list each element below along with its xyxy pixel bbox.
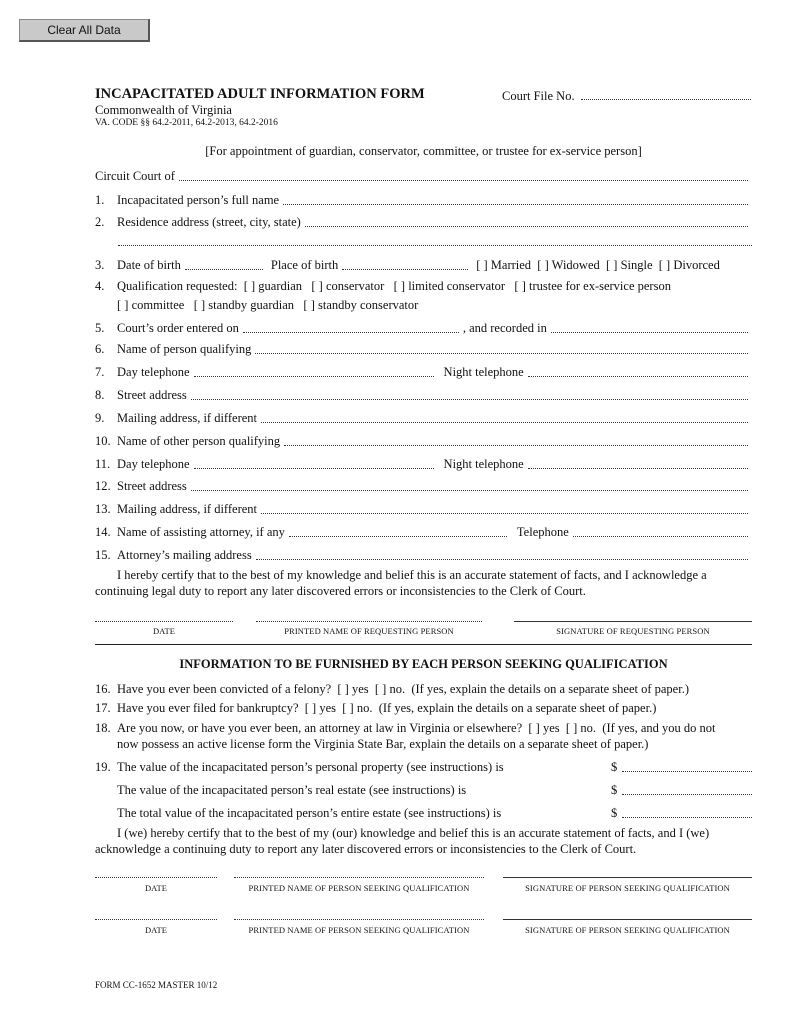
item-number: 17. <box>95 701 111 715</box>
item-number: 19. <box>95 760 111 774</box>
felony-question[interactable]: Have you ever been convicted of a felony? [ ] yes [ ] no. (If yes, explain the details on a separate sheet of paper.) <box>117 682 689 696</box>
item-number: 8. <box>95 388 105 402</box>
dob-field[interactable] <box>185 268 263 270</box>
item-number: 7. <box>95 365 105 379</box>
mailing-address-label: Mailing address, if different <box>117 502 258 516</box>
residence-field[interactable] <box>305 225 748 227</box>
day-telephone-field[interactable] <box>194 467 434 469</box>
street-address-label: Street address <box>117 479 187 493</box>
bankruptcy-question[interactable]: Have you ever filed for bankruptcy? [ ] yes [ ] no. (If yes, explain the details on a separate sheet of paper.) <box>117 701 657 715</box>
item-15 <box>95 548 752 563</box>
other-person-label: Name of other person qualifying <box>117 434 281 448</box>
mailing-address-field[interactable] <box>261 421 748 423</box>
date-signature-line[interactable] <box>95 877 217 878</box>
item-4 <box>95 279 752 294</box>
night-telephone-field[interactable] <box>528 467 748 469</box>
person-qualifying-field[interactable] <box>255 352 748 354</box>
attorney-telephone-field[interactable] <box>573 535 748 537</box>
recorded-in-field[interactable] <box>551 331 748 333</box>
item-3 <box>95 258 752 273</box>
attorney-address-field[interactable] <box>256 558 748 560</box>
full-name-label: Incapacitated person’s full name <box>117 193 280 207</box>
signature-label: SIGNATURE OF PERSON SEEKING QUALIFICATION <box>525 925 730 935</box>
currency-symbol: $ <box>611 783 618 797</box>
night-telephone-field[interactable] <box>528 375 748 377</box>
printed-name-signature-line[interactable] <box>234 877 484 878</box>
item-1 <box>95 193 752 208</box>
qualification-options-line2[interactable]: [ ] committee [ ] standby guardian [ ] standby conservator <box>117 298 419 312</box>
item-8 <box>95 388 752 403</box>
printed-name-label: PRINTED NAME OF REQUESTING PERSON <box>284 626 454 636</box>
circuit-court-label: Circuit Court of <box>95 169 175 183</box>
form-footer: FORM CC-1652 MASTER 10/12 <box>95 980 218 990</box>
personal-property-label: The value of the incapacitated person’s personal property (see instructions) is <box>117 760 504 774</box>
personal-property-value-field[interactable] <box>622 771 752 772</box>
street-address-field[interactable] <box>191 489 748 491</box>
night-telephone-label: Night telephone <box>443 457 524 471</box>
certify-text-line1: I hereby certify that to the best of my knowledge and belief this is an accurate statement of facts, and I acknowledge a <box>117 568 707 582</box>
pob-field[interactable] <box>342 268 468 270</box>
question-17 <box>95 701 752 716</box>
printed-name-signature-line[interactable] <box>234 919 484 920</box>
commonwealth-label: Commonwealth of Virginia <box>95 103 232 117</box>
night-telephone-label: Night telephone <box>443 365 524 379</box>
attorney-question-line2: now possess an active license form the Virginia State Bar, explain the details on a separate sheet of paper.) <box>117 737 649 751</box>
item-number: 2. <box>95 215 105 229</box>
attorney-address-label: Attorney’s mailing address <box>117 548 252 562</box>
item-6 <box>95 342 752 357</box>
real-estate-value-field[interactable] <box>622 794 752 795</box>
item-number: 9. <box>95 411 105 425</box>
item-7 <box>95 365 752 380</box>
item-12 <box>95 479 752 494</box>
item-10 <box>95 434 752 449</box>
order-entered-label: Court’s order entered on <box>117 321 239 335</box>
mailing-address-field[interactable] <box>261 512 748 514</box>
item-number: 15. <box>95 548 111 562</box>
item-number: 14. <box>95 525 111 539</box>
other-person-field[interactable] <box>284 444 748 446</box>
recorded-in-label: , and recorded in <box>462 321 547 335</box>
item-number: 5. <box>95 321 105 335</box>
question-19 <box>95 760 752 775</box>
person-qualifying-label: Name of person qualifying <box>117 342 252 356</box>
signature-label: SIGNATURE OF REQUESTING PERSON <box>556 626 710 636</box>
item-number: 12. <box>95 479 111 493</box>
court-file-field[interactable] <box>581 99 751 100</box>
item-number: 6. <box>95 342 105 356</box>
signature-label: SIGNATURE OF PERSON SEEKING QUALIFICATION <box>525 883 730 893</box>
item-number: 11. <box>95 457 111 471</box>
qualification-options-line1[interactable]: Qualification requested: [ ] guardian [ ] conservator [ ] limited conservator [ ] trustee for ex-service person <box>117 279 671 293</box>
certify2-text-line1: I (we) hereby certify that to the best of my (our) knowledge and belief this is an accurate statement of facts, and I (we) <box>117 826 710 840</box>
circuit-court-field[interactable] <box>179 179 748 181</box>
printed-name-signature-line[interactable] <box>256 621 482 622</box>
item-9 <box>95 411 752 426</box>
signature-line[interactable] <box>514 621 752 622</box>
pob-label: Place of birth <box>270 258 339 272</box>
full-name-field[interactable] <box>283 203 748 205</box>
day-telephone-label: Day telephone <box>117 365 190 379</box>
form-title: INCAPACITATED ADULT INFORMATION FORM <box>95 86 425 102</box>
question-18 <box>95 721 752 736</box>
section2-title: INFORMATION TO BE FURNISHED BY EACH PERSON SEEKING QUALIFICATION <box>179 657 668 671</box>
question-16 <box>95 682 752 697</box>
attorney-name-field[interactable] <box>289 535 507 537</box>
item-number: 1. <box>95 193 105 207</box>
section-divider <box>95 644 752 645</box>
signature-line[interactable] <box>503 877 752 878</box>
circuit-court-row <box>95 169 752 184</box>
item-number: 13. <box>95 502 111 516</box>
certify-text-line2: continuing legal duty to report any later discovered errors or inconsistencies to the Clerk of Court. <box>95 584 586 598</box>
real-estate-label: The value of the incapacitated person’s real estate (see instructions) is <box>117 783 467 797</box>
street-address-label: Street address <box>117 388 187 402</box>
date-label: DATE <box>144 883 168 893</box>
item-number: 18. <box>95 721 111 735</box>
item-number: 3. <box>95 258 105 272</box>
date-label: DATE <box>144 925 168 935</box>
currency-symbol: $ <box>611 806 618 820</box>
residence-field-line2[interactable] <box>118 245 752 246</box>
printed-name-label: PRINTED NAME OF PERSON SEEKING QUALIFICATION <box>248 883 470 893</box>
item-number: 16. <box>95 682 111 696</box>
printed-name-label: PRINTED NAME OF PERSON SEEKING QUALIFICATION <box>248 925 470 935</box>
date-label: DATE <box>152 626 176 636</box>
item-13 <box>95 502 752 517</box>
order-entered-field[interactable] <box>243 331 459 333</box>
item-14 <box>95 525 752 540</box>
dob-label: Date of birth <box>117 258 181 272</box>
mailing-address-label: Mailing address, if different <box>117 411 258 425</box>
item-5 <box>95 321 752 336</box>
residence-label: Residence address (street, city, state) <box>117 215 301 229</box>
attorney-question-line1[interactable]: Are you now, or have you ever been, an attorney at law in Virginia or elsewhere? [ ] yes [ ] no. (If yes, and you do not <box>117 721 716 735</box>
va-code: VA. CODE §§ 64.2-2011, 64.2-2013, 64.2-2016 <box>95 118 278 128</box>
item-number: 10. <box>95 434 111 448</box>
item-number: 4. <box>95 279 105 293</box>
street-address-field[interactable] <box>191 398 748 400</box>
item-11 <box>95 457 752 472</box>
form-subtitle: [For appointment of guardian, conservator, committee, or trustee for ex-service person] <box>205 144 642 158</box>
clear-all-data-button[interactable]: Clear All Data <box>19 19 150 42</box>
certify2-text-line2: acknowledge a continuing duty to report any later discovered errors or inconsistencies to the Clerk of Court. <box>95 842 637 856</box>
day-telephone-field[interactable] <box>194 375 434 377</box>
total-estate-label: The total value of the incapacitated person’s entire estate (see instructions) is <box>117 806 502 820</box>
marital-status-options[interactable]: [ ] Married [ ] Widowed [ ] Single [ ] Divorced <box>476 258 720 272</box>
item-2 <box>95 215 752 230</box>
date-signature-line[interactable] <box>95 919 217 920</box>
signature-line[interactable] <box>503 919 752 920</box>
attorney-telephone-label: Telephone <box>516 525 569 539</box>
day-telephone-label: Day telephone <box>117 457 190 471</box>
court-file-label: Court File No. <box>502 89 575 103</box>
date-signature-line[interactable] <box>95 621 233 622</box>
attorney-name-label: Name of assisting attorney, if any <box>117 525 285 539</box>
currency-symbol: $ <box>611 760 618 774</box>
total-estate-value-field[interactable] <box>622 817 752 818</box>
